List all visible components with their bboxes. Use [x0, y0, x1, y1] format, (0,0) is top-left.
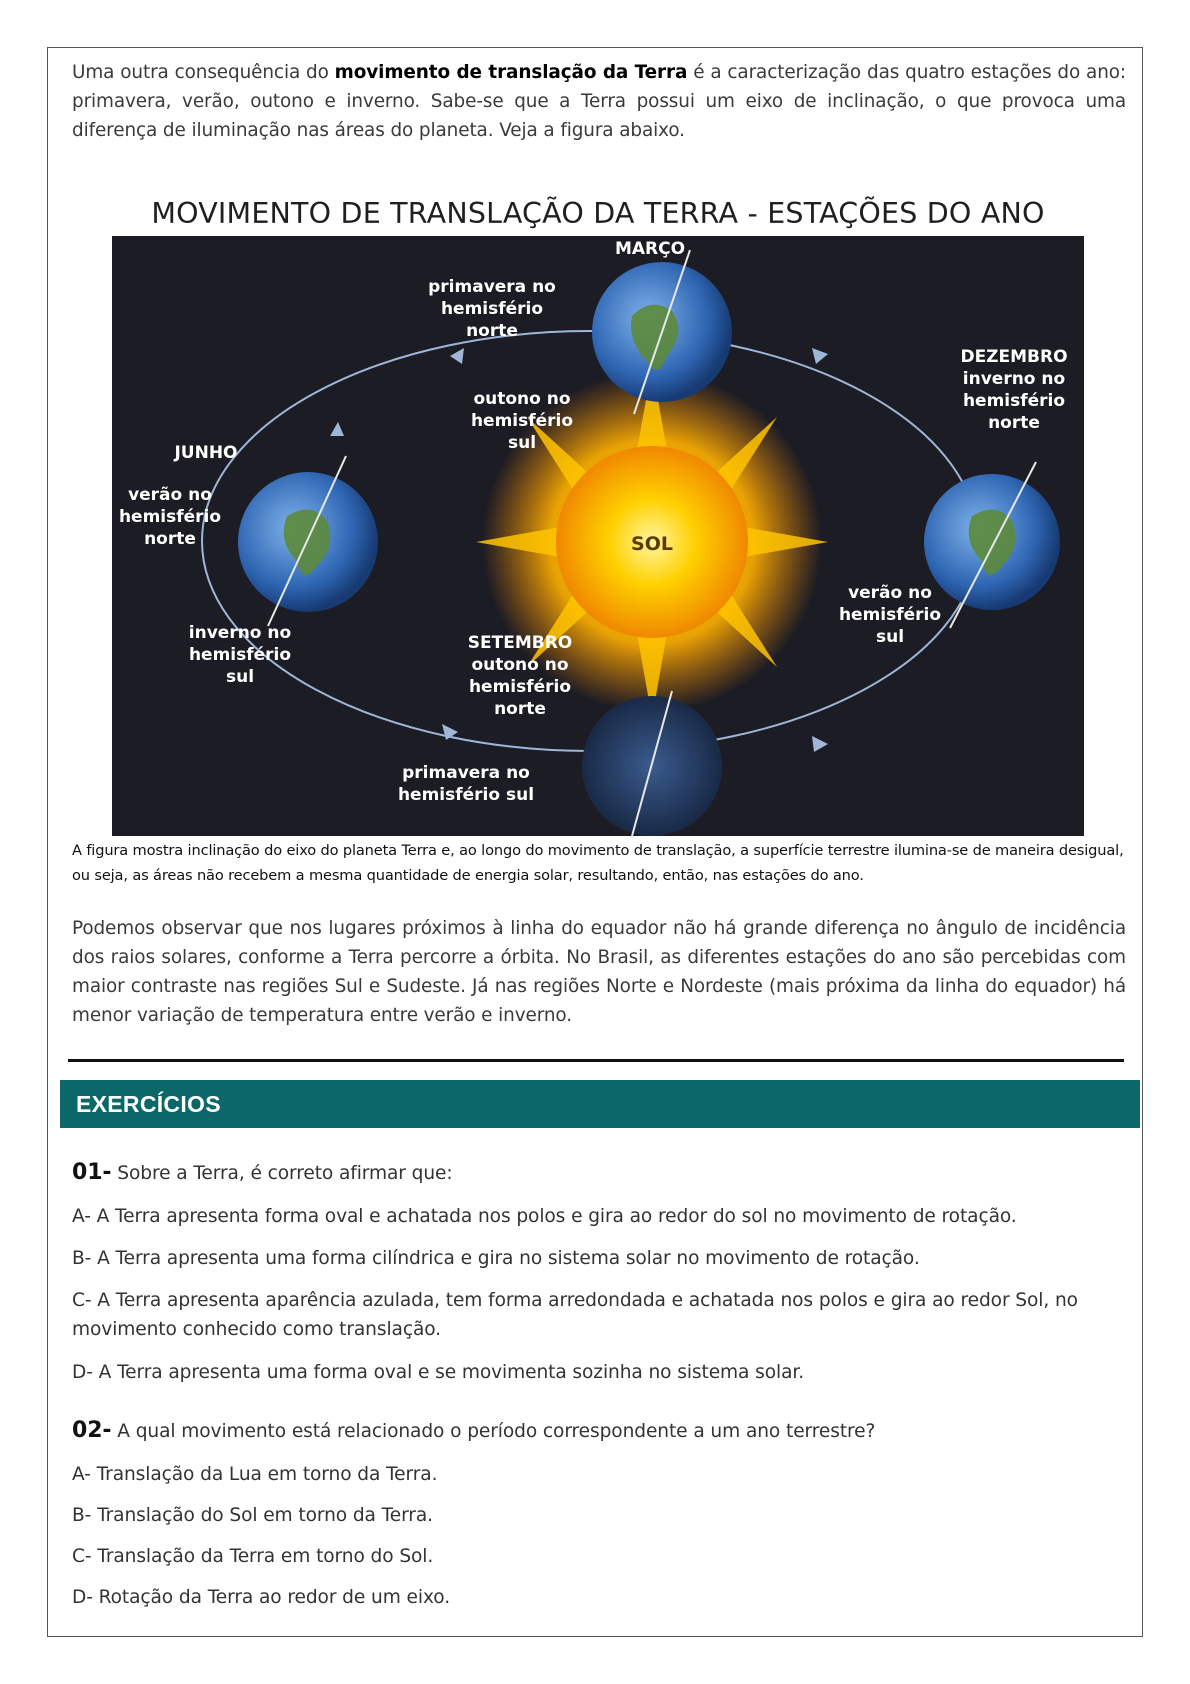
september-north-line3: norte: [494, 699, 546, 719]
march-south-line1: outono no: [473, 389, 571, 409]
march-south-line2: hemisfério: [470, 411, 574, 431]
march-north-line2: hemisfério: [440, 299, 544, 319]
june-label: JUNHO: [174, 443, 238, 463]
december-south-line3: sul: [875, 627, 905, 647]
september-north-line1: outono no: [471, 655, 569, 675]
question-2-text: A qual movimento está relacionado o período correspondente a um ano terrestre?: [111, 1421, 876, 1442]
question-2-option-d: D- Rotação da Terra ao redor de um eixo.: [72, 1587, 451, 1608]
translation-figure: [112, 192, 1084, 836]
exercises-title: EXERCÍCIOS: [76, 1091, 221, 1117]
second-paragraph: Podemos observar que nos lugares próximos à linha do equador não há grande diferença no ângulo de incidência dos raios solares, conforme a Terra percorre a órbita. No Brasil, as diferentes estações do ano são percebidas com maior contraste nas regiões Sul e Sudeste. Já nas regiões Norte e Nordeste (mais próxima da linha do equador) há menor variação de temperatura entre verão e inverno.: [72, 918, 1126, 1026]
march-label: MARÇO: [614, 239, 686, 259]
june-south-line1: inverno no: [188, 623, 292, 643]
exercises-header: [60, 1080, 1140, 1128]
june-south-line2: hemisfério: [188, 645, 292, 665]
december-north-line1: inverno no: [962, 369, 1066, 389]
question-1-number: 01-: [72, 1160, 112, 1185]
intro-bold-term: movimento de translação da Terra: [334, 62, 688, 83]
question-1-option-c: C- A Terra apresenta aparência azulada, tem forma arredondada e achatada nos polos e gira ao redor Sol, no movimento conhecido como translação.: [72, 1290, 1078, 1340]
section-divider: [68, 1059, 1124, 1062]
seasons-diagram: [112, 236, 1084, 836]
intro-text-start: Uma outra consequência do: [72, 62, 335, 83]
september-label: SETEMBRO: [467, 633, 573, 653]
september-north-line2: hemisfério: [468, 677, 572, 697]
december-north-line3: norte: [988, 413, 1040, 433]
june-north-line2: hemisfério: [118, 507, 222, 527]
question-2-option-c: C- Translação da Terra em torno do Sol.: [72, 1546, 434, 1567]
september-south-line2: hemisfério sul: [397, 785, 535, 805]
question-1-option-d: D- A Terra apresenta uma forma oval e se movimenta sozinha no sistema solar.: [72, 1362, 805, 1383]
figure-title: MOVIMENTO DE TRANSLAÇÃO DA TERRA - ESTAÇÕES DO ANO: [112, 192, 1084, 236]
march-north-line3: norte: [466, 321, 518, 341]
question-2-option-a: A- Translação da Lua em torno da Terra.: [72, 1464, 438, 1485]
question-2-number: 02-: [72, 1418, 112, 1443]
question-2-option-b: B- Translação do Sol em torno da Terra.: [72, 1505, 433, 1526]
september-south-line1: primavera no: [402, 763, 530, 783]
june-north-line1: verão no: [128, 485, 212, 505]
question-1-option-a: A- A Terra apresenta forma oval e achatada nos polos e gira ao redor do sol no movimento de rotação.: [72, 1206, 1017, 1227]
march-north-line1: primavera no: [428, 277, 556, 297]
june-north-line3: norte: [144, 529, 196, 549]
question-1-option-b: B- A Terra apresenta uma forma cilíndrica e gira no sistema solar no movimento de rotação.: [72, 1248, 920, 1269]
intro-text-end: é a caracterização das quatro estações do ano: primavera, verão, outono e inverno. Sabe-se que a Terra possui um eixo de inclinação, o que provoca uma diferença de iluminação nas áreas do planeta. Veja a figura abaixo.: [72, 62, 1127, 141]
june-south-line3: sul: [225, 667, 255, 687]
earth-icon: [238, 472, 378, 612]
question-1: [72, 1158, 1126, 1188]
earth-icon: [924, 474, 1060, 610]
figure-caption: A figura mostra inclinação do eixo do planeta Terra e, ao longo do movimento de translação, a superfície terrestre ilumina-se de maneira desigual, ou seja, as áreas não recebem a mesma quantidade de energia solar, resultando, então, nas estações do ano.: [72, 842, 1124, 884]
december-north-line2: hemisfério: [962, 391, 1066, 411]
march-south-line3: sul: [507, 433, 537, 453]
question-1-text: Sobre a Terra, é correto afirmar que:: [111, 1163, 453, 1184]
december-south-line2: hemisfério: [838, 605, 942, 625]
sun-label: SOL: [631, 533, 673, 555]
question-2: [72, 1416, 1126, 1446]
intro-paragraph: [72, 58, 1126, 145]
december-label: DEZEMBRO: [960, 347, 1068, 367]
december-south-line1: verão no: [848, 583, 932, 603]
